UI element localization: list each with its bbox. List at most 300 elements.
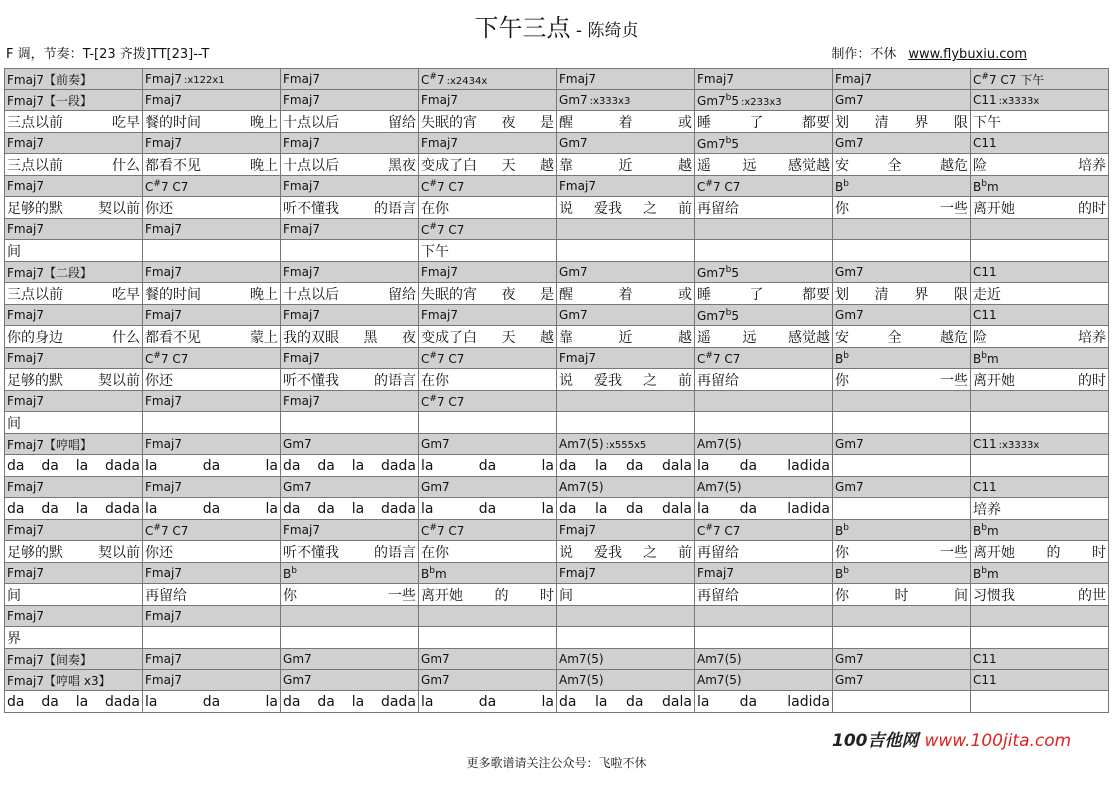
- lyric-cell: [419, 455, 557, 477]
- lyric-cell: [281, 111, 419, 133]
- lyric-text: la da la: [421, 500, 554, 517]
- chord-name: Fmaj7: [835, 72, 872, 86]
- chord-name: C#7 C7: [697, 522, 741, 538]
- chord-cell: [281, 133, 419, 154]
- lyric-cell: [695, 154, 833, 176]
- chord-name: Fmaj7【哼唱 x3】: [7, 673, 111, 688]
- chord-cell: [557, 606, 695, 627]
- song-artist: - 陈绮贞: [570, 21, 639, 41]
- lyric-cell: [5, 283, 143, 305]
- lyric-text: 十点以后 留给: [283, 114, 416, 131]
- chord-cell: [419, 348, 557, 369]
- chord-name: Gm7$^b$5: [697, 264, 740, 280]
- chord-name: Fmaj7: [283, 523, 320, 537]
- lyric-text: 说 爱我 之 前: [559, 372, 692, 389]
- chord-name: C#7 C7: [421, 350, 465, 366]
- lyric-text: da da la dada: [283, 500, 416, 517]
- site-link[interactable]: www.flybuxiu.com: [908, 47, 1027, 62]
- lyric-cell: [281, 584, 419, 606]
- chord-cell: [557, 520, 695, 541]
- chord-name: Fmaj7: [145, 308, 182, 322]
- lyric-text: 再留给: [697, 372, 739, 389]
- chord-cell: [833, 477, 971, 498]
- chord-row: [5, 69, 1109, 90]
- lyric-cell: [281, 283, 419, 305]
- chord-cell: [419, 69, 557, 90]
- lyric-cell: [5, 584, 143, 606]
- chord-name: Gm7: [835, 136, 864, 150]
- chord-cell: [833, 133, 971, 154]
- chord-cell: [5, 69, 143, 90]
- lyric-text: 划 清 界 限: [835, 286, 968, 303]
- chord-fingering: :x3333x: [998, 96, 1040, 107]
- chord-name: Gm7: [559, 93, 588, 107]
- chord-cell: [971, 305, 1109, 326]
- watermark-brand: 100吉他网: [832, 731, 919, 751]
- chord-cell: [695, 133, 833, 154]
- chord-cell: [695, 649, 833, 670]
- chord-cell: [557, 262, 695, 283]
- song-title-main: 下午三点: [474, 14, 571, 42]
- chord-name: Fmaj7: [7, 609, 44, 623]
- chord-name: C#7 C7: [421, 393, 465, 409]
- chord-name: $B^bm$: [421, 565, 447, 581]
- chord-cell: [281, 434, 419, 455]
- lyric-cell: [971, 326, 1109, 348]
- chord-cell: [281, 348, 419, 369]
- lyric-text: 在你: [421, 372, 449, 389]
- lyric-cell: [419, 111, 557, 133]
- chord-row: [5, 670, 1109, 691]
- chord-cell: [143, 262, 281, 283]
- lyric-cell: [143, 541, 281, 563]
- chord-name: Gm7: [835, 652, 864, 666]
- lyric-text: la da la: [145, 500, 278, 517]
- chord-name: Fmaj7: [145, 394, 182, 408]
- lyric-cell: [971, 691, 1109, 713]
- lyric-text: 听不懂我 的语言: [283, 372, 416, 389]
- lyric-text: 醒 着 或: [559, 114, 692, 131]
- lyric-text: 划 清 界 限: [835, 114, 968, 131]
- lyric-text: 再留给: [697, 587, 739, 604]
- lyric-cell: [695, 541, 833, 563]
- lyric-text: 三点以前 吃早: [7, 286, 140, 303]
- chord-name: C#7 C7: [145, 522, 189, 538]
- watermark-url: www.100jita.com: [924, 731, 1072, 751]
- lyric-cell: [971, 541, 1109, 563]
- lyric-cell: [971, 111, 1109, 133]
- chord-name: C11: [973, 437, 997, 451]
- lyric-text: la da ladida: [697, 457, 830, 474]
- chord-name: Fmaj7: [283, 265, 320, 279]
- lyric-text: 靠 近 越: [559, 329, 692, 346]
- chord-row: [5, 520, 1109, 541]
- chord-name: Gm7: [835, 437, 864, 451]
- lyric-row: [5, 369, 1109, 391]
- chord-fingering: :x2434x: [446, 75, 488, 87]
- lyric-cell: [971, 197, 1109, 219]
- lyric-cell: [419, 369, 557, 391]
- lyric-cell: [419, 197, 557, 219]
- chord-name: Fmaj7: [7, 523, 44, 537]
- chord-name: Fmaj7: [7, 566, 44, 580]
- chord-name: Fmaj7: [421, 265, 458, 279]
- lyric-text: 在你: [421, 544, 449, 561]
- chord-cell: [143, 563, 281, 584]
- chord-cell: [281, 305, 419, 326]
- chord-name: Fmaj7: [7, 308, 44, 322]
- lyric-cell: [695, 627, 833, 649]
- chord-row: [5, 262, 1109, 283]
- lyric-text: 安 全 越危: [835, 157, 968, 174]
- chord-cell: [419, 262, 557, 283]
- chord-name: $B^b$: [283, 565, 297, 581]
- chord-cell: [5, 176, 143, 197]
- chord-cell: [833, 434, 971, 455]
- lyric-cell: [281, 691, 419, 713]
- lyric-text: 再留给: [697, 200, 739, 217]
- chord-name: Gm7: [421, 652, 450, 666]
- lyric-cell: [695, 283, 833, 305]
- lyric-row: [5, 111, 1109, 133]
- lyric-text: 险 培养: [973, 329, 1106, 346]
- chord-name: Fmaj7: [283, 72, 320, 86]
- chord-cell: [971, 477, 1109, 498]
- chord-name: C#7: [421, 71, 445, 87]
- lyric-cell: [557, 541, 695, 563]
- lyric-row: [5, 240, 1109, 262]
- chord-cell: [5, 391, 143, 412]
- chord-name: Gm7: [283, 673, 312, 687]
- lyric-cell: [695, 197, 833, 219]
- lyric-text: 再留给: [697, 544, 739, 561]
- chord-cell: [557, 90, 695, 111]
- credits: [831, 46, 1027, 64]
- lyric-text: 足够的默 契以前: [7, 372, 140, 389]
- chord-cell: [281, 90, 419, 111]
- chord-name: Gm7$^b$5: [697, 307, 740, 323]
- lyric-cell: [695, 498, 833, 520]
- lyric-text: 再留给: [145, 587, 187, 604]
- lyric-text: 听不懂我 的语言: [283, 200, 416, 217]
- lyric-cell: [143, 369, 281, 391]
- lyric-text: la da la: [421, 693, 554, 710]
- chord-name: C11: [973, 308, 997, 322]
- lyric-text: 十点以后 留给: [283, 286, 416, 303]
- chord-name: Am7(5): [697, 480, 742, 494]
- lyric-text: la da ladida: [697, 693, 830, 710]
- lyric-text: la da la: [145, 457, 278, 474]
- chord-cell: [5, 477, 143, 498]
- chord-name: $B^b$: [835, 522, 849, 538]
- chord-name: C11: [973, 265, 997, 279]
- chord-name: Fmaj7: [559, 523, 596, 537]
- lyric-cell: [419, 412, 557, 434]
- chord-cell: [5, 90, 143, 111]
- lyric-row: [5, 627, 1109, 649]
- lyric-row: [5, 412, 1109, 434]
- chord-name: C11: [973, 93, 997, 107]
- lyric-cell: [971, 498, 1109, 520]
- lyric-cell: [419, 584, 557, 606]
- chord-name: Fmaj7: [697, 72, 734, 86]
- lyric-cell: [281, 197, 419, 219]
- chord-row: [5, 176, 1109, 197]
- chord-sheet: [4, 68, 1109, 713]
- chord-cell: [557, 219, 695, 240]
- lyric-cell: [833, 154, 971, 176]
- chord-name: Am7(5): [559, 652, 604, 666]
- lyric-cell: [833, 111, 971, 133]
- lyric-cell: [557, 627, 695, 649]
- lyric-text: la da la: [145, 693, 278, 710]
- chord-cell: [833, 90, 971, 111]
- chord-cell: [419, 670, 557, 691]
- chord-name: Fmaj7: [283, 351, 320, 365]
- lyric-text: da la da dala: [559, 457, 692, 474]
- lyric-cell: [557, 283, 695, 305]
- chord-name: $B^b$: [835, 350, 849, 366]
- chord-cell: [419, 391, 557, 412]
- lyric-text: 听不懂我 的语言: [283, 544, 416, 561]
- chord-cell: [419, 219, 557, 240]
- chord-cell: [833, 670, 971, 691]
- lyric-text: 说 爱我 之 前: [559, 200, 692, 217]
- lyric-cell: [281, 541, 419, 563]
- chord-cell: [143, 348, 281, 369]
- chord-cell: [695, 434, 833, 455]
- chord-name: C#7 C7: [421, 522, 465, 538]
- chord-name: Fmaj7【一段】: [7, 93, 93, 108]
- chord-name: Fmaj7: [7, 136, 44, 150]
- lyric-cell: [281, 154, 419, 176]
- chord-cell: [5, 563, 143, 584]
- chord-cell: [695, 606, 833, 627]
- chord-cell: [5, 219, 143, 240]
- lyric-text: 离开她 的 时: [421, 587, 554, 604]
- chord-fingering: :x233x3: [741, 96, 782, 108]
- chord-cell: [5, 348, 143, 369]
- lyric-text: da da la dada: [7, 693, 140, 710]
- lyric-cell: [5, 498, 143, 520]
- chord-name: Gm7: [421, 480, 450, 494]
- chord-name: $B^b$: [835, 565, 849, 581]
- lyric-text: 你的身边 什么: [7, 329, 140, 346]
- lyric-text: 离开她 的 时: [973, 544, 1106, 561]
- chord-cell: [557, 69, 695, 90]
- lyric-text: 离开她 的时: [973, 200, 1106, 217]
- chord-name: Gm7: [559, 308, 588, 322]
- chord-fingering: :x333x3: [589, 96, 631, 107]
- lyric-cell: [557, 154, 695, 176]
- lyric-cell: [833, 326, 971, 348]
- chord-cell: [143, 133, 281, 154]
- chord-cell: [833, 649, 971, 670]
- lyric-text: 餐的时间 晚上: [145, 286, 278, 303]
- chord-cell: [695, 69, 833, 90]
- lyric-text: da da la dada: [283, 693, 416, 710]
- lyric-text: 都看不见 蒙上: [145, 329, 278, 346]
- lyric-row: [5, 541, 1109, 563]
- lyric-cell: [833, 369, 971, 391]
- lyric-row: [5, 455, 1109, 477]
- chord-name: Gm7: [421, 437, 450, 451]
- lyric-cell: [557, 240, 695, 262]
- lyric-text: 走近: [973, 286, 1001, 303]
- chord-name: Fmaj7: [145, 652, 182, 666]
- chord-cell: [695, 176, 833, 197]
- chord-cell: [281, 391, 419, 412]
- lyric-cell: [419, 240, 557, 262]
- lyric-text: da da la dada: [7, 500, 140, 517]
- chord-name: Fmaj7: [283, 179, 320, 193]
- lyric-cell: [557, 197, 695, 219]
- lyric-text: 你还: [145, 544, 173, 561]
- chord-cell: [419, 563, 557, 584]
- lyric-text: 你 一些: [835, 372, 968, 389]
- lyric-text: da la da dala: [559, 500, 692, 517]
- lyric-text: da da la dada: [7, 457, 140, 474]
- chord-name: C11: [973, 136, 997, 150]
- lyric-text: da da la dada: [283, 457, 416, 474]
- chord-name: C#7 C7: [145, 178, 189, 194]
- chord-cell: [971, 348, 1109, 369]
- lyric-row: [5, 154, 1109, 176]
- maker-label: 制作：不休: [831, 47, 897, 62]
- lyric-text: da la da dala: [559, 693, 692, 710]
- chord-cell: [557, 305, 695, 326]
- chord-name: Fmaj7: [7, 222, 44, 236]
- chord-name: C#7 C7: [421, 178, 465, 194]
- chord-cell: [143, 670, 281, 691]
- lyric-cell: [833, 197, 971, 219]
- lyric-cell: [5, 154, 143, 176]
- chord-cell: [557, 391, 695, 412]
- chord-cell: [5, 133, 143, 154]
- lyric-cell: [971, 584, 1109, 606]
- chord-cell: [833, 69, 971, 90]
- chord-name: Gm7$^b$5: [697, 135, 740, 151]
- chord-cell: [143, 477, 281, 498]
- lyric-text: 你 一些: [835, 544, 968, 561]
- chord-cell: [833, 219, 971, 240]
- lyric-cell: [971, 283, 1109, 305]
- lyric-cell: [695, 412, 833, 434]
- lyric-text: 醒 着 或: [559, 286, 692, 303]
- chord-row: [5, 606, 1109, 627]
- chord-cell: [971, 606, 1109, 627]
- chord-cell: [695, 563, 833, 584]
- chord-cell: [695, 520, 833, 541]
- chord-name: Fmaj7: [145, 222, 182, 236]
- chord-name: Fmaj7: [283, 136, 320, 150]
- chord-row: [5, 391, 1109, 412]
- chord-cell: [971, 133, 1109, 154]
- lyric-cell: [5, 111, 143, 133]
- lyric-cell: [5, 627, 143, 649]
- chord-cell: [695, 348, 833, 369]
- lyric-text: 餐的时间 晚上: [145, 114, 278, 131]
- chord-name: Am7(5): [559, 673, 604, 687]
- chord-name: Fmaj7: [421, 136, 458, 150]
- chord-row: [5, 563, 1109, 584]
- lyric-text: 我的双眼 黑 夜: [283, 329, 416, 346]
- chord-cell: [5, 305, 143, 326]
- chord-cell: [419, 606, 557, 627]
- chord-name: Gm7: [559, 136, 588, 150]
- chord-cell: [281, 606, 419, 627]
- lyric-text: 离开她 的时: [973, 372, 1106, 389]
- chord-cell: [557, 133, 695, 154]
- chord-name: Gm7$^b$5: [697, 92, 740, 108]
- lyric-cell: [419, 691, 557, 713]
- chord-cell: [143, 176, 281, 197]
- chord-cell: [971, 262, 1109, 283]
- chord-cell: [5, 649, 143, 670]
- chord-name: Am7(5): [697, 652, 742, 666]
- chord-cell: [695, 262, 833, 283]
- lyric-cell: [5, 326, 143, 348]
- lyric-text: 足够的默 契以前: [7, 200, 140, 217]
- chord-cell: [833, 391, 971, 412]
- lyric-text: 三点以前 吃早: [7, 114, 140, 131]
- lyric-text: 变成了白 天 越: [421, 329, 554, 346]
- chord-cell: [143, 305, 281, 326]
- chord-cell: [419, 649, 557, 670]
- lyric-text: 间: [7, 587, 21, 604]
- lyric-cell: [557, 369, 695, 391]
- chord-cell: [971, 563, 1109, 584]
- chord-name: Am7(5): [559, 480, 604, 494]
- lyric-cell: [695, 455, 833, 477]
- watermark: [818, 726, 1098, 756]
- lyric-cell: [143, 627, 281, 649]
- chord-cell: [419, 305, 557, 326]
- lyric-text: 间: [7, 243, 21, 260]
- chord-fingering: :x122x1: [183, 75, 225, 86]
- lyric-cell: [833, 412, 971, 434]
- chord-fingering: :x3333x: [998, 440, 1040, 451]
- lyric-cell: [695, 369, 833, 391]
- chord-cell: [143, 391, 281, 412]
- chord-row: [5, 90, 1109, 111]
- lyric-cell: [5, 412, 143, 434]
- lyric-text: 十点以后 黑夜: [283, 157, 416, 174]
- lyric-cell: [143, 412, 281, 434]
- chord-row: [5, 348, 1109, 369]
- chord-name: Fmaj7: [7, 480, 44, 494]
- lyric-cell: [695, 326, 833, 348]
- chord-cell: [971, 434, 1109, 455]
- lyric-text: 遥 远 感觉越: [697, 157, 830, 174]
- lyric-cell: [833, 627, 971, 649]
- lyric-text: 你 一些: [835, 200, 968, 217]
- lyric-cell: [419, 326, 557, 348]
- chord-row: [5, 434, 1109, 455]
- chord-cell: [281, 670, 419, 691]
- chord-cell: [557, 477, 695, 498]
- song-title: [0, 12, 1113, 47]
- chord-row: [5, 477, 1109, 498]
- lyric-text: 界: [7, 630, 21, 647]
- lyric-cell: [695, 111, 833, 133]
- chord-cell: [971, 649, 1109, 670]
- chord-cell: [419, 176, 557, 197]
- chord-name: Fmaj7: [7, 394, 44, 408]
- lyric-cell: [5, 455, 143, 477]
- chord-name: C#7 C7: [697, 178, 741, 194]
- lyric-cell: [5, 691, 143, 713]
